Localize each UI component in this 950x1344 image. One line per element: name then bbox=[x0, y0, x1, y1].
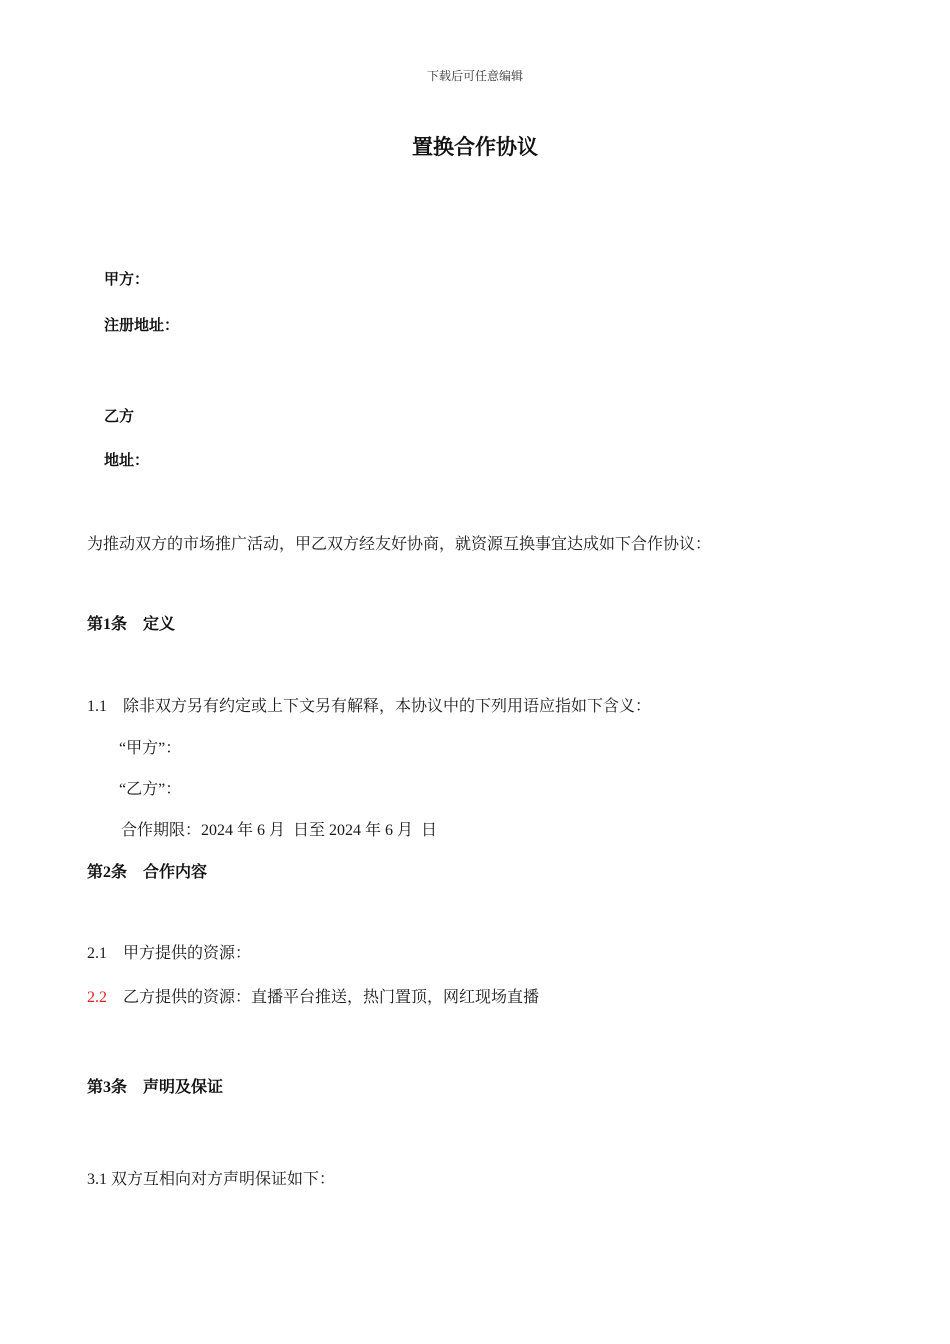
clause-2-2 bbox=[87, 984, 539, 1007]
article-1-name: 定义 bbox=[143, 616, 176, 633]
article-1-number: 第1条 bbox=[87, 616, 128, 633]
clause-2-2-number: 2.2 bbox=[87, 989, 107, 1006]
article-2-heading bbox=[87, 859, 207, 882]
clause-2-2-text: 乙方提供的资源：直播平台推送，热门置顶，网红现场直播 bbox=[123, 989, 540, 1006]
cooperation-term: 合作期限：2024 年 6 月 日至 2024 年 6 月 日 bbox=[121, 822, 438, 839]
article-2-name: 合作内容 bbox=[143, 864, 208, 881]
clause-1-1 bbox=[87, 693, 651, 716]
clause-2-1 bbox=[87, 940, 251, 963]
party-b-address-label: 地址： bbox=[104, 453, 150, 469]
party-b-label: 乙方 bbox=[104, 409, 135, 425]
clause-2-1-number: 2.1 bbox=[87, 945, 107, 962]
clause-1-1-text: 除非双方另有约定或上下文另有解释，本协议中的下列用语应指如下含义： bbox=[123, 698, 652, 715]
party-a-address-label: 注册地址： bbox=[104, 318, 180, 334]
article-3-name: 声明及保证 bbox=[143, 1079, 224, 1096]
clause-2-1-text: 甲方提供的资源： bbox=[123, 945, 252, 962]
article-1-heading bbox=[87, 611, 175, 634]
article-2-number: 第2条 bbox=[87, 864, 128, 881]
header-note: 下载后可任意编辑 bbox=[426, 69, 523, 83]
definition-party-b: “乙方”： bbox=[119, 781, 182, 798]
article-3-number: 第3条 bbox=[87, 1079, 128, 1096]
definition-party-a: “甲方”： bbox=[119, 740, 182, 757]
intro-paragraph: 为推动双方的市场推广活动，甲乙双方经友好协商，就资源互换事宜达成如下合作协议： bbox=[87, 536, 712, 553]
clause-3-1: 3.1 双方互相向对方声明保证如下： bbox=[87, 1171, 336, 1188]
clause-1-1-number: 1.1 bbox=[87, 698, 107, 715]
document-title: 置换合作协议 bbox=[412, 135, 538, 159]
party-a-label: 甲方： bbox=[104, 272, 150, 288]
article-3-heading bbox=[87, 1074, 223, 1097]
